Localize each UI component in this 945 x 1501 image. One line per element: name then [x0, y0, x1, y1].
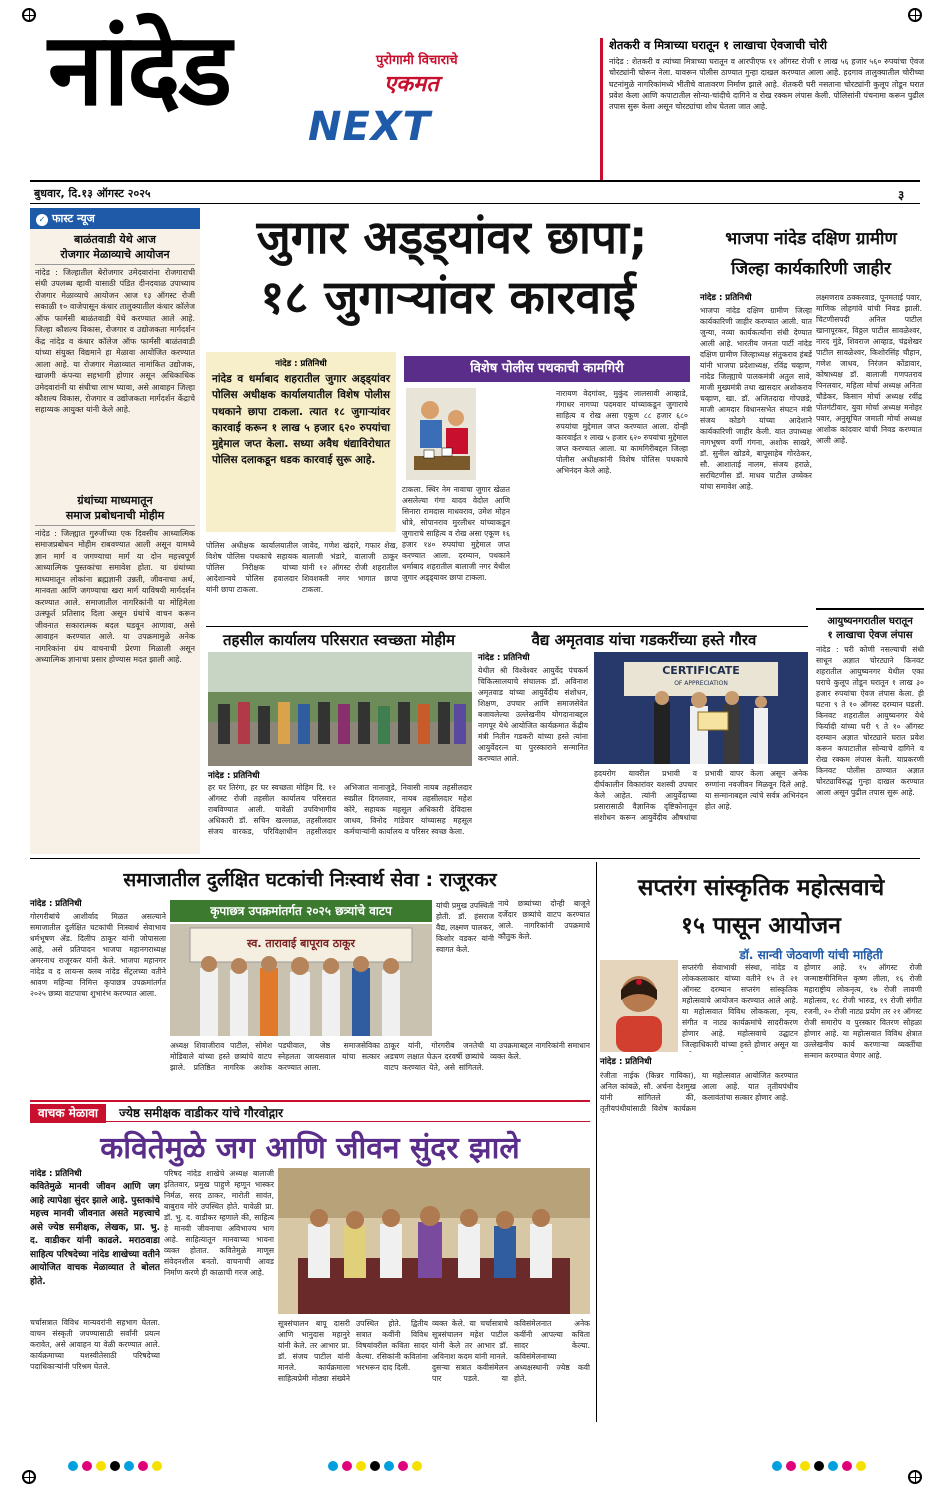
- color-bar-right: [770, 1456, 868, 1475]
- rajurkar-banner: स्व. तारावाई बापूराव ठाकूर: [247, 937, 355, 950]
- kavita-col-1: [30, 1168, 160, 1427]
- rajurkar-photo: [170, 924, 432, 1036]
- rajurkar-col-1: [30, 898, 166, 1091]
- news2-text: नांदेड : जिल्ह्यात गुरुजींच्या एक दिवसीय आध्यात्मिक समाजप्रबोधन मोहीम राबवण्यात आली असून यामध्ये ज्ञान मार्ग व जगण्याचा मार्ग या दोन महत्त्वपूर्ण आध्यात्मिक पुस्तकांचा समावेश होता. या ग्रंथांच्या माध्यमातून लोकांना ब्रह्मज्ञानी उन्नती, जीवनाचा अर्थ, मानवता आणि जगण्याचा खरा मार्ग याविषयी मार्गदर्शन करण्यात आले. समाजातील नागरिकांनी या मोहिमेला उत्स्फूर्त प्रतिसाद दिला असून ग्रंथांचे वाचन करून जीवनात सकारात्मक बदल घडवून आणावा, असे आवाहन करण्यात आले. या उपक्रमामुळे अनेक नागरिकांना ग्रंथ वाचनाची प्रेरणा मिळाली असून अध्यात्मिक ज्ञानाचा प्रसार होण्यास मदत झाली आहे.: [35, 529, 195, 664]
- bjp-headline-1: भाजपा नांदेड दक्षिण ग्रामीण: [725, 229, 897, 249]
- registration-mark: [908, 1470, 922, 1484]
- news1-title-2: रोजगार मेळाव्याचे आयोजन: [35, 247, 195, 265]
- registration-mark: [22, 8, 36, 22]
- rajurkar-strip: कृपाछत्र उपक्रमांतर्गत २०२५ छत्र्यांचे वाटप: [170, 900, 432, 922]
- rajurkar-text-3: ठाकूर यांनी, गोरगरीब जनतेची अडचण लक्षात घेऊन दरवर्षी छत्र्यांचे वाटप करण्यात येते, असे सांगितले. या उपक्रमाबद्दल नागरिकांनी समाधान व्यक्त केले.: [384, 1041, 590, 1072]
- main-strap: विशेष पोलीस पथकाची कामगिरी: [404, 356, 690, 382]
- main-headline-2: १८ जुगाऱ्यांवर कारवाई: [260, 270, 636, 324]
- tehsil-byline: नांदेड : प्रतिनिधी: [208, 771, 260, 781]
- bjp-headline-2: जिल्हा कार्यकारिणी जाहीर: [731, 259, 891, 279]
- divider: [30, 203, 920, 204]
- tehsil-headline: तहसील कार्यालय परिसरात स्वच्छता मोहीम: [222, 631, 456, 649]
- color-bar-left: [66, 1456, 164, 1475]
- vachak-text: ज्येष्ठ समीक्षक वाडीकर यांचे गौरवोद्गार: [119, 1106, 283, 1120]
- fast-news-column: [30, 208, 200, 854]
- tehsil-text: हर घर तिरंगा, हर घर स्वच्छता मोहिम दि. १२ ऑगस्ट रोजी तहसील कार्यालय परिसरात राबविण्यात आली. यावेळी उपविभागीय अधिकारी डॉ. सचिन खल्लाळ, तहसीलदार संजय वारकड, परिविक्षाधीन तहसीलदार अभिजात नानाजुडे, निवासी नायब तहसीलदार स्वप्नील दिगलवार, नायब तहसीलदार महेश कोरे, सहायक महसूल अधिकारी देविदास जाधव, विनोद गांडेवार यांच्यासह महसूल कर्मचाऱ्यांनी कार्यालय व परिसर स्वच्छ केला.: [208, 783, 472, 836]
- saptarang-byline: नांदेड : प्रतिनिधी: [600, 1057, 652, 1067]
- kavita-photo: [278, 1168, 590, 1314]
- rajurkar-text: गोरगरीबांचे आशीर्वाद मिळत असल्याने समाजातील दुर्लक्षित घटकांची निःस्वार्थ सेवाभाव धर्मभूषण ॲड. दिलीप ठाकूर यांनी जोपासला आहे, असे प्रतिपादन भाजपा महानगराध्यक्ष अमरनाथ राजूरकर यांनी केले. भाजपा महानगर नांदेड व द लायन्स क्लब नांदेड सेंट्रलच्या वतीने श्रावण महिन्या निमित्त कृपाछत्र उपक्रमांतर्गत २०२५ छत्र्या वाटपाचा शुभारंभ करण्यात आला.: [30, 912, 166, 998]
- vachak-label: वाचक मेळावा: [30, 1104, 106, 1123]
- rajurkar-text-2: अध्यक्ष शिवाजीराव पाटील, सोमेश मोडिवाले यांच्या हस्ते छत्र्यांचे वाटप झाले. प्रतिष्ठित नागरिक अशोक पडघीवाल, जेष्ठ समाजसेविका स्नेहलता जायसवाल यांचा सत्कार करण्यात आला.: [170, 1041, 380, 1072]
- main-byline: नांदेड : प्रतिनिधी: [275, 359, 327, 369]
- news1-text: नांदेड : जिल्हातील बेरोजगार उमेदवारांना रोजगाराची संधी उपलब्ध व्हावी यासाठी पंडित दीनदयाळ उपाध्याय रोजगार मेळाव्याचे आयोजन आज १३ ऑगस्ट रोजी सकाळी १० वाजेपासून कंधार तालुक्यातील कंधार कॉलेज ऑफ फार्मसी बाळंतवाडी येथे करण्यात आले आहे. जिल्हा कौशल्य विकास, रोजगार व उद्योजकता मार्गदर्शन केंद्र नांदेड व कंधार कॉलेज ऑफ फार्मसी बाळंतवाडी यांच्या संयुक्त विद्यमाने हा मेळावा आयोजित करण्यात आला आहे. या रोजगार मेळाव्यात नामांकित उद्योजक, खाजगी कंपन्या सहभागी होणार असून अधिकाधिक उमेदवारांनी या संधीचा लाभ घ्यावा, असे आवाहन जिल्हा कौशल्य विकास, रोजगार व उद्योजकता मार्गदर्शन केंद्राचे सहाय्यक आयुक्त यांनी केले आहे.: [35, 268, 195, 415]
- kavita-headline: कवितेमुळे जग आणि जीवन सुंदर झाले: [100, 1131, 520, 1166]
- fast-news-label: फास्ट न्यूज: [52, 212, 95, 225]
- theft-headline-2: १ लाखाचा ऐवज लंपास: [827, 630, 913, 641]
- main-col-3: टाकला. स्थिर नेम नावाचा जुगार खेळत असलेल्या गंगा यादव वेदोल आणि सिनारा रामदास माधवराव, उमेश मोहन धोत्रे, सोपानराव मुरलीधर यांच्याकडून जुगाराचे साहित्य व रोख असा एकूण १६ हजार १४० रुपयांचा मुद्देमाल जप्त करण्यात आला. दरम्यान, पथकाने धर्माबाद शहरातील बालाजी नगर येथील जुगार अड्ड्यावर छापा टाकला.: [402, 485, 510, 582]
- theft-box: [816, 608, 924, 854]
- top-right-box: [600, 38, 924, 180]
- divider: [596, 862, 597, 1422]
- vachak-bar: [30, 1100, 590, 1122]
- main-lead-box: [206, 352, 396, 532]
- saptarang-col-1: [600, 1056, 712, 1069]
- vaidya-byline: नांदेड : प्रतिनिधी: [478, 653, 530, 663]
- saptarang-portrait: [600, 960, 678, 1052]
- saptarang-text-3: होणार आहे. १५ ऑगस्ट रोजी जन्माष्टमीनिमित्त कृष्ण लीला, १६ रोजी महाराष्ट्रीय लोकनृत्य, १७ रोजी लावणी महोत्सव, १८ रोजी भारुड, १९ रोजी संगीत रजनी, २० रोजी नाट्य प्रयोग तर २१ ऑगस्ट रोजी समारोप व पुरस्कार वितरण सोहळा होणार आहे. या महोत्सवात विविध क्षेत्रात उल्लेखनीय कार्य करणाऱ्या व्यक्तींचा सन्मान करण्यात येणार आहे.: [804, 963, 922, 1060]
- cartoon-illustration: [406, 388, 476, 480]
- masthead-title: नांदेड: [48, 11, 230, 128]
- top-right-headline: शेतकरी व मित्राच्या घरातून १ लाखाचा ऐवजाची चोरी: [609, 38, 828, 52]
- rajurkar-headline: समाजातील दुर्लक्षित घटकांची निःस्वार्थ सेवा : राजूरकर: [123, 869, 497, 891]
- theft-headline-1: आयुष्यनगरातील घरातून: [827, 616, 913, 627]
- color-bar-mid: [326, 1456, 424, 1475]
- vaidya-photo: [594, 652, 808, 764]
- rajurkar-side-text: यांची प्रमुख उपस्थिती होती. डॉ. हंसराज वैद्य, लक्ष्मण पालकर, किशोर वडकर यांनी स्वागत केले.: [436, 901, 494, 954]
- vaidya-headline: वैद्य अमृतवाड यांचा गडकरींच्या हस्ते गौरव: [531, 631, 757, 649]
- page-number: ३: [898, 188, 905, 202]
- registration-mark: [908, 8, 922, 22]
- theft-text: नांदेड : घरी कोणी नसल्याची संधी साधून अज्ञात चोरट्याने किनवट शहरातील आयुष्यनगर येथील एका घराचे कुलूप तोडून घरातून १ लाख ३० हजार रुपयांचा ऐवज लंपास केला. ही घटना ९ ते १० ऑगस्ट दरम्यान घडली. किनवट शहरातील आयुष्यनगर येथे फिर्यादी यांच्या घरी ९ ते १० ऑगस्ट दरम्यान अज्ञात चोरट्याने घरात प्रवेश करून कपाटातील सोन्याचे दागिने व रोख रक्कम लंपास केली. याप्रकरणी किनवट पोलीस ठाण्यात अज्ञात चोरट्याविरुद्ध गुन्हा दाखल करण्यात आला असून पुढील तपास सुरू आहे.: [816, 645, 924, 797]
- fast-news-header: [30, 208, 200, 229]
- saptarang-text: सप्तरंगी सेवाभावी संस्था, नांदेड व लोककलाकार यांच्या वतीने १५ ते २१ ऑगस्ट दरम्यान सप्तरंग सांस्कृतिक महोत्सवाचे आयोजन करण्यात आले आहे. या महोत्सवात विविध लोककला, नृत्य, संगीत व नाट्य कार्यक्रमांचे सादरीकरण होणार आहे. महोत्सवाचे उद्घाटन जिल्हाधिकारी यांच्या हस्ते होणार असून या: [682, 963, 798, 1049]
- saptarang-subhead: डॉ. सान्वी जेठवाणी यांची माहिती: [739, 948, 883, 962]
- divider: [30, 858, 920, 859]
- vaidya-col-1: [478, 652, 588, 855]
- tagline-brand: एकमत: [384, 72, 439, 97]
- tagline-small: पुरोगामी विचाराचे: [376, 53, 458, 68]
- main-col-2: जावेद, गणेश खंदारे, गफार शेख, बालाजी भंडारे, वालाजी ठाकूर यांनी १२ ऑगस्ट रोजी शहरातील शिवशक्ती नगर भागात छापा टाकला.: [302, 541, 398, 594]
- tehsil-photo: [208, 652, 472, 766]
- kavita-text-3: व्यक्त केले. या चर्चासत्राचे सूत्रसंचालन महेश पाटील यांनी केले तर आभार डॉ. अविनाश कदम यांनी मानले. दुसऱ्या सत्रात कवीसंमेलन पार पडले. या कविसंमेलनात अनेक कवींनी आपल्या कविता सादर केल्या. कविसंमेलनाच्या अध्यक्षस्थानी ज्येष्ठ कवी होते.: [432, 1319, 590, 1383]
- vaidya-text: येथील श्री विश्वेश्वर आयुर्वेद पंचकर्म चिकित्सालयाचे संचालक डॉ. अविनाश अमृतवाड यांच्या आयुर्वेदीय संशोधन, शिक्षण, उपचार आणि समाजसेवेत बजावलेल्या उल्लेखनीय योगदानाबद्दल नागपूर येथे आयोजित कार्यक्रमात केंद्रीय मंत्री नितीन गडकरी यांच्या हस्ते त्यांना आयुर्वेदरत्न या पुरस्काराने सन्मानित करण्यात आले.: [478, 666, 588, 763]
- kavita-text: परिषद नांदेड शाखेचे अध्यक्ष बालाजी इतितवार, प्रमुख पाहुणे म्हणून भास्कर निर्मळ, सरद ठाकर, मारोती सावंत, बाबुराव मोरे उपस्थित होते. यावेळी प्रा. डॉ. भु. द. वाडीकर म्हणाले की, साहित्य हे मानवी जीवनाचा अविभाज्य भाग आहे. साहित्यातून मानवाच्या भावना व्यक्त होतात. कवितेमुळे माणूस संवेदनशील बनतो. वाचनाची आवड निर्माण करणे ही काळाची गरज आहे.: [164, 1169, 274, 1277]
- main-col-3b: [480, 388, 550, 480]
- next-logo: NEXT: [308, 104, 431, 150]
- main-lead: नांदेड व धर्माबाद शहरातील जुगार अड्ड्यांवर पोलिस अधीक्षक कार्यालयातील विशेष पोलीस पथकाने छापा टाकला. त्यात १८ जुगाऱ्यांवर कारवाई करून १ लाख ५ हजार ६२० रुपयांचा मुद्देमाल जप्त केला. सध्या अवैध धंद्याविरोधात पोलिस दलाकडून धडक कारवाई सुरू आहे.: [212, 373, 390, 467]
- news2-title-1: ग्रंथांच्या माध्यमातून: [77, 494, 153, 507]
- vaidya-text-2: हदयरोग यावरील प्रभावी व दीर्घकालीन विकारांवर यशस्वी उपचार केले आहेत. त्यांनी आयुर्वेदाच्या प्रसारासाठी वैज्ञानिक दृष्टिकोनातून संशोधन करून आयुर्वेदीय औषधांचा प्रभावी वापर केला असून अनेक रुग्णांना नवजीवन मिळवून दिले आहे. या सन्मानाबद्दल त्यांचे सर्वत्र अभिनंदन होत आहे.: [594, 769, 808, 822]
- issue-date: बुधवार, दि.१३ ऑगस्ट २०२५: [34, 187, 151, 200]
- divider: [30, 180, 920, 182]
- main-headline-1: जुगार अड्ड्यांवर छापा;: [256, 210, 648, 264]
- bjp-byline: नांदेड : प्रतिनिधी: [700, 293, 752, 303]
- certificate-title: CERTIFICATE: [662, 664, 740, 677]
- main-col-1: पोलिस अधीक्षक कार्यालयातील विशेष पोलिस पथकाचे सहायक पोलिस निरीक्षक यांच्या आदेशान्वये पोलिस हवालदार यांनी छापा टाकला.: [206, 541, 298, 594]
- news1-title-1: बाळंतवाडी येथे आज: [74, 233, 156, 246]
- kavita-byline: नांदेड : प्रतिनिधी: [30, 1169, 82, 1179]
- top-right-text: नांदेड : शेतकरी व त्यांच्या मित्राच्या घरातून व आरपीएफ ११ ऑगस्ट रोजी १ लाख ५६ हजार ५६० रुपयांचा ऐवज चोरट्यांनी चोरून नेला. यावरून पोलीस ठाण्यात गुन्हा दाखल करण्यात आला आहे. हदगाव तालुक्यातील चोरीच्या घटनांमुळे नागरिकांमध्ये भीतीचे वातावरण निर्माण झाले आहे. शेतकरी घरी नसताना चोरट्यांनी कुलूप तोडून घरात प्रवेश केला आणि कपाटातील सोन्या-चांदीचे दागिने व रोख रक्कम लंपास केली. पोलिसांनी पंचनामा करून पुढील तपास सुरू केला असून चोरट्यांचा शोध घेतला जात आहे.: [609, 57, 924, 112]
- certificate-subtitle: OF APPRECIATION: [674, 680, 728, 687]
- saptarang-headline-2: १५ पासून आयोजन: [681, 913, 841, 939]
- saptarang-text-2: रंजीता नाईक (किन्नर गायिका), अनिल कांबळे, सौ. अर्चना देशमुख यांनी सांगितले की, तृतीयपंथीयांसाठी विशेष कार्यक्रम या महोत्सवात आयोजित करण्यात आला आहे. यात तृतीयपंथीय कलावंतांचा सत्कार होणार आहे.: [600, 1071, 798, 1113]
- bjp-col-1: [700, 292, 812, 605]
- bjp-text-2: लक्ष्मणराव ठक्करवाड, पूनमताई पवार, माणिक लोहगांवे यांची निवड झाली. चिटणीसपदी अनिल पाटील खानापूरकर, विठ्ठल पाटील सावळेश्वर, नारद मुंडे, शिवराज आव्हाड, चंद्रशेखर पाटील सावळेश्वर, किशोरसिंह चौहान, गणेश जाधव, निरंजन कोंडावार, कोषाध्यक्ष डॉ. बालाजी गणपतराव पिनलवार, महिला मोर्चा अध्यक्ष अनिता चौडेकर, किसान मोर्चा अध्यक्ष रवींद्र पोतगंटीवार, युवा मोर्चा अध्यक्ष मनोहर पवार, अनुसूचित जमाती मोर्चा अध्यक्ष आशोक कांदवार यांची निवड करण्यात आली आहे.: [816, 293, 922, 445]
- registration-mark: [22, 1470, 36, 1484]
- divider: [206, 626, 808, 627]
- bjp-text: भाजपा नांदेड दक्षिण ग्रामीण जिल्हा कार्यकारिणी जाहीर करण्यात आली. यात जुन्या, नव्या कार्यकर्त्यांना संधी देण्यात आली आहे. भारतीय जनता पार्टी नांदेड दक्षिण ग्रामीण जिल्हाध्यक्ष संतुकराव हंबर्डे यांनी भाजपा प्रदेशाध्यक्ष, रविंद्र चव्हाण, नांदेड जिल्ह्याचे पालकमंत्री अतुल सावे, माजी मुख्यमंत्री तथा खासदार अशोकराव चव्हाण, खा. डॉ. अजितदादा गोपछडे, माजी आमदार विधानसभेत संघटन मंत्री संजय कोडगे यांच्या आदेशाने कार्यकारिणी जाहीर केली. यात उपाध्यक्ष नागभूषण वर्णी गंगना, अशोक साखरे, डॉ. सुनील खोडवे, बापूसाहेब गोरठेकर, सौ. आशाताई नालम, संजय हराळे, सरचिटणीस डॉ. माधव पाटील उच्चेकर यांचा समावेश आहे.: [700, 306, 812, 491]
- main-col-4: नारायण वेदगांवर, मुकुंद लालसावी आव्हाडे, गंगाधर नागप्पा पदमवार यांच्याकडून जुगाराचे साहित्य व रोख असा एकूण ८८ हजार ६८० रुपयांचा मुद्देमाल जप्त करण्यात आला. दोन्ही कारवाईत १ लाख ५ हजार ६२० रुपयांचा मुद्देमाल जप्त करण्यात आला. या कामगिरीबद्दल जिल्हा पोलीस अधीक्षकांनी विशेष पोलिस पथकाचे अभिनंदन केले आहे.: [556, 389, 688, 475]
- chevron-down-icon: ✓: [36, 214, 48, 226]
- rajurkar-byline: नांदेड : प्रतिनिधी: [30, 899, 82, 909]
- news2-title-2: समाज प्रबोधनाची मोहीम: [35, 508, 195, 526]
- rajurkar-text-4: नाये छत्र्यांच्या दोन्ही बाजूने दर्जेदार छत्र्यांचे वाटप करण्यात आले. नागरिकांनी उपक्रमाचे कौतुक केले.: [498, 899, 590, 941]
- saptarang-headline-1: सप्तरंग सांस्कृतिक महोत्सवाचे: [637, 875, 885, 901]
- kavita-lead: कवितेमुळे मानवी जीवन आणि जग आहे त्यापेक्षा सुंदर झाले आहे. पुस्तकांचे महत्त्व मानवी जीवनात असते महत्त्वाचे असे ज्येष्ठ समीक्षक, लेखक, प्रा. भु. द. वाडीकर यांनी काढले. मराठवाडा साहित्य परिषदेच्या नांदेड शाखेच्या वतीने आयोजित वाचक मेळाव्यात ते बोलत होते.: [30, 1182, 160, 1287]
- kavita-text-2: सूत्रसंचालन बापू दासरी आणि भानुदास महानुरे यांनी केले. तर आभार प्रा. डॉ. संजय पाटील यांनी मानले. कार्यक्रमाला साहित्यप्रेमी मोठ्या संख्येने उपस्थित होते. द्वितीय सत्रात कवींनी विविध विषयांवरील कविता सादर केल्या. रसिकांनी कवितांना भरभरून दाद दिली.: [278, 1319, 428, 1383]
- kavita-text-4: चर्चासत्रात विविध मान्यवरांनी सहभाग घेतला. वाचन संस्कृती जपण्यासाठी सर्वांनी प्रयत्न करावेत, असे आवाहन या वेळी करण्यात आले. कार्यक्रमाच्या यशस्वीतेसाठी परिषदेच्या पदाधिकाऱ्यांनी परिश्रम घेतले.: [30, 1318, 160, 1371]
